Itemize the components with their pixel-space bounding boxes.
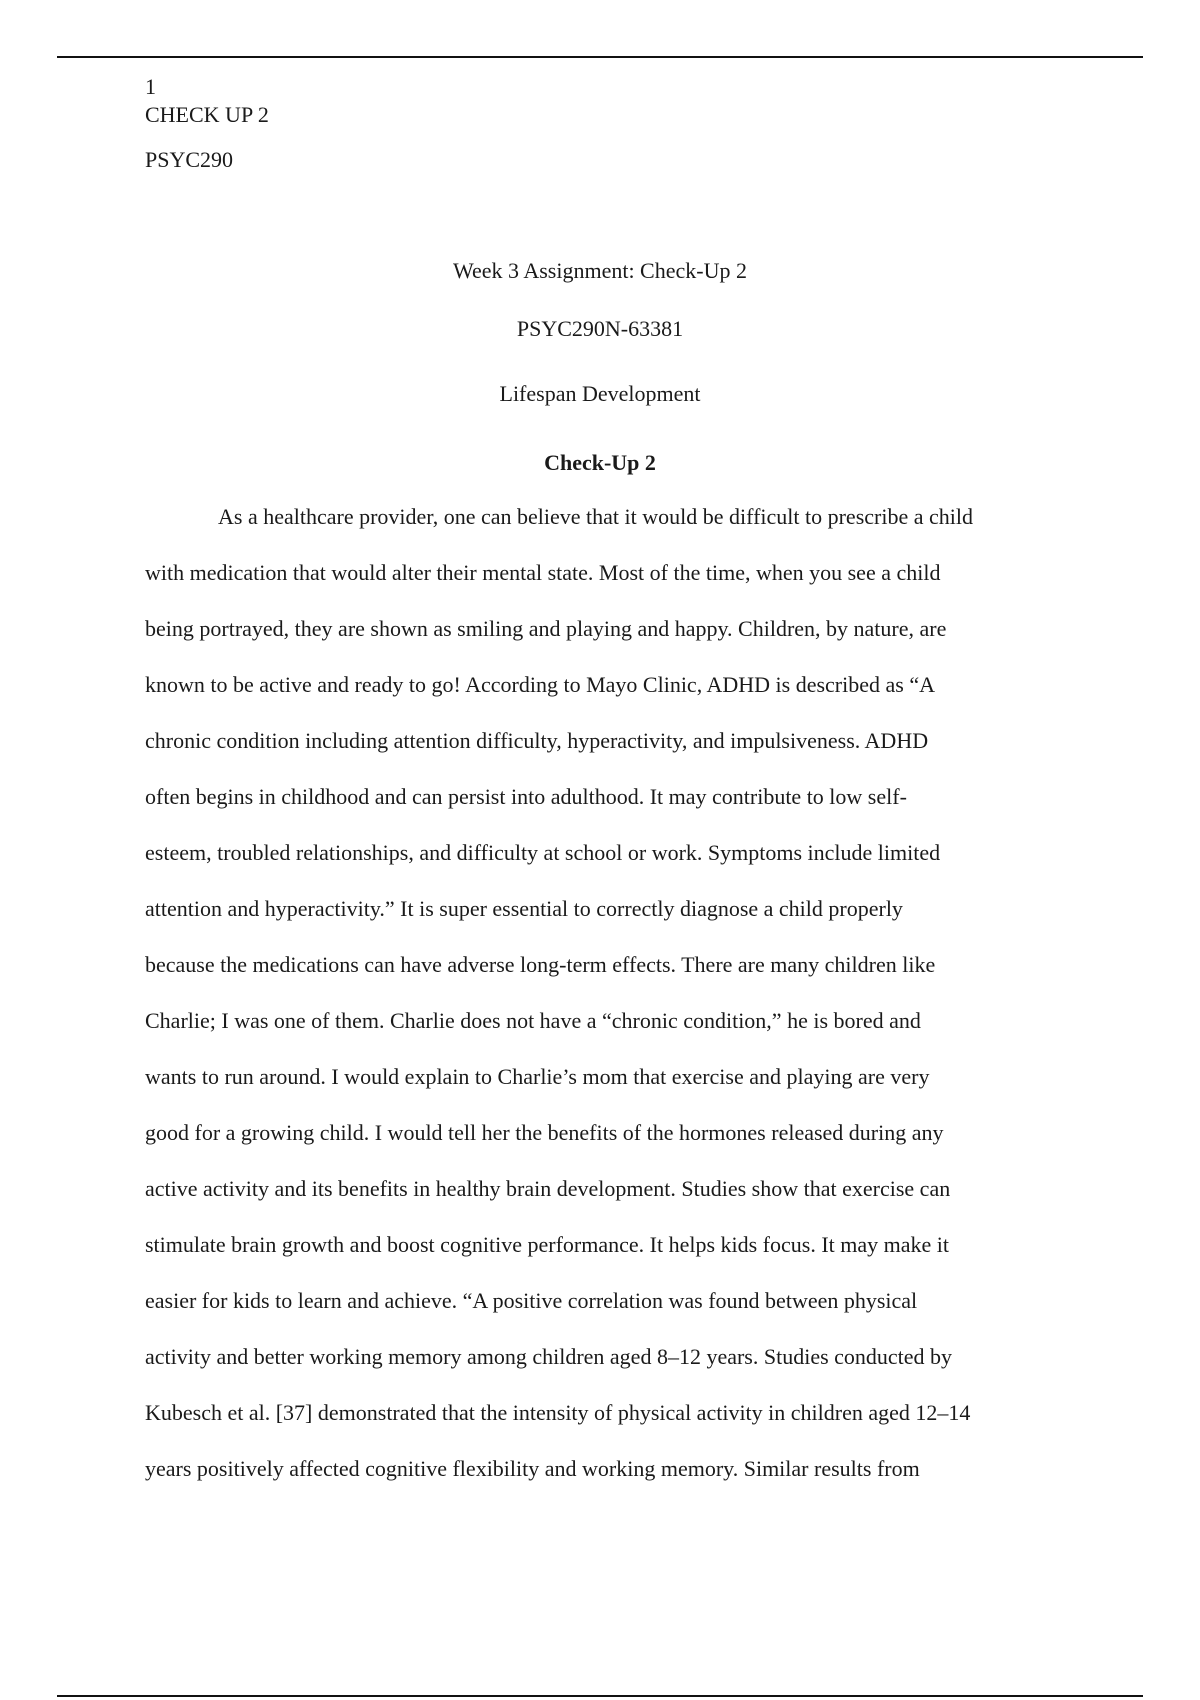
essay-line: Charlie; I was one of them. Charlie does not have a “chronic condition,” he is bored and — [145, 1008, 921, 1033]
essay-line: stimulate brain growth and boost cognitive performance. It helps kids focus. It may make it — [145, 1232, 950, 1257]
essay-line: good for a growing child. I would tell her the benefits of the hormones released during any — [145, 1120, 944, 1145]
essay-line: active activity and its benefits in healthy brain development. Studies show that exercise can — [145, 1176, 951, 1201]
running-head: CHECK UP 2 — [145, 102, 269, 127]
essay-line: easier for kids to learn and achieve. “A positive correlation was found between physical — [145, 1288, 918, 1313]
course-code: PSYC290 — [145, 147, 234, 172]
assignment-title: Week 3 Assignment: Check-Up 2 — [453, 258, 747, 283]
essay-line: years positively affected cognitive flexibility and working memory. Similar results from — [145, 1456, 920, 1481]
essay-line: activity and better working memory among children aged 8–12 years. Studies conducted by — [145, 1344, 953, 1369]
essay-line: As a healthcare provider, one can believe that it would be difficult to prescribe a child — [218, 504, 973, 529]
course-section: PSYC290N-63381 — [516, 316, 684, 341]
essay-line: chronic condition including attention difficulty, hyperactivity, and impulsiveness. ADHD — [145, 728, 929, 753]
essay-line: known to be active and ready to go! According to Mayo Clinic, ADHD is described as “A — [145, 672, 935, 697]
essay-line: with medication that would alter their mental state. Most of the time, when you see a child — [145, 560, 941, 585]
essay-line: esteem, troubled relationships, and difficulty at school or work. Symptoms include limited — [145, 840, 941, 865]
essay-line: because the medications can have adverse long-term effects. There are many children like — [145, 952, 936, 977]
essay-line: attention and hyperactivity.” It is super essential to correctly diagnose a child properly — [145, 896, 903, 921]
essay-line: often begins in childhood and can persist into adulthood. It may contribute to low self- — [145, 784, 907, 809]
essay-line: wants to run around. I would explain to Charlie’s mom that exercise and playing are very — [145, 1064, 930, 1089]
bottom-rule — [57, 1695, 1143, 1697]
course-name: Lifespan Development — [499, 381, 701, 406]
page-number: 1 — [145, 74, 156, 99]
essay-heading: Check-Up 2 — [544, 450, 656, 475]
essay-line: Kubesch et al. [37] demonstrated that the intensity of physical activity in children aged 12–14 — [145, 1400, 971, 1425]
essay-line: being portrayed, they are shown as smiling and playing and happy. Children, by nature, are — [145, 616, 947, 641]
essay-body — [145, 502, 1065, 1510]
top-rule — [57, 56, 1143, 58]
